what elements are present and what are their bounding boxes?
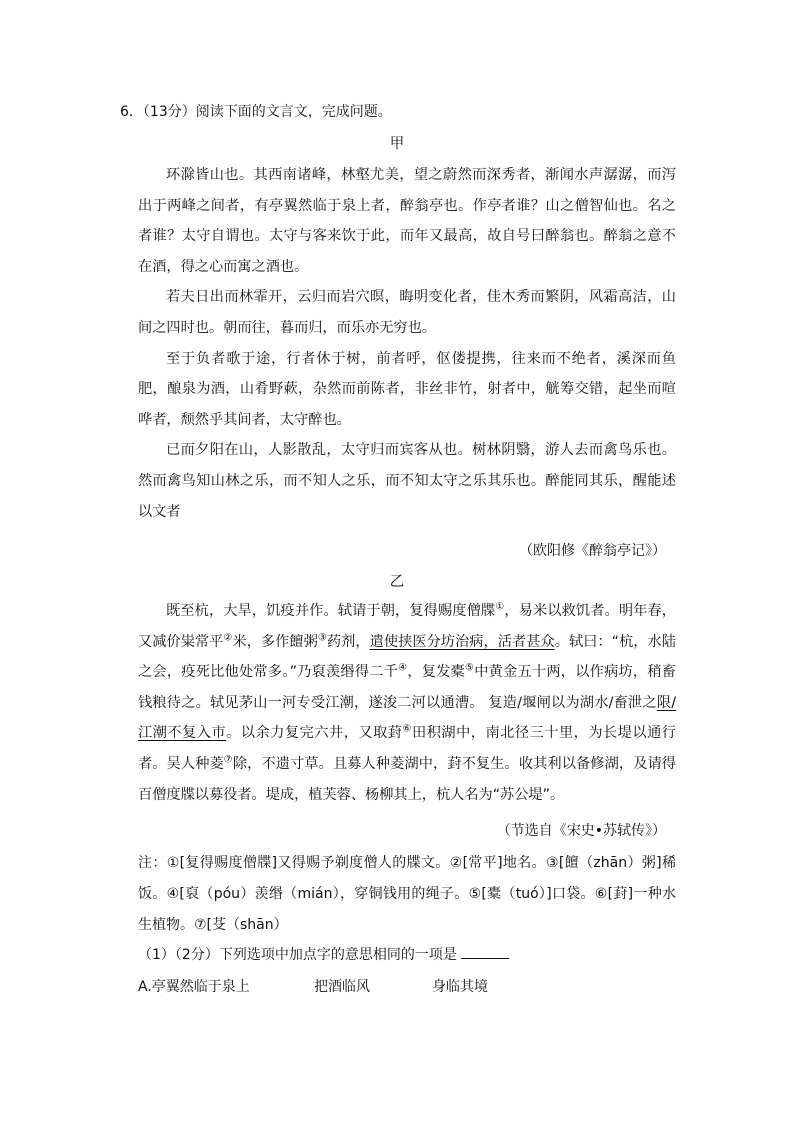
footnote-marker: ② xyxy=(223,631,233,643)
passage-jia xyxy=(138,160,676,527)
options-row xyxy=(138,972,488,1002)
text-segment: 。轼曰：“杭，水陆之会，疫死比他处常多。”乃裒羡缗得二千 xyxy=(138,633,676,681)
passage-paragraph: 环滁皆山也。其西南诸峰，林壑尤美，望之蔚然而深秀者，渐闻水声潺潺，而泻出于两峰之间者，有亭翼然临于泉上者，醉翁亭也。作亭者谁？山之僧智仙也。名之者谁？太守自谓也。太守与客来饮于此，而年又最高，故自号曰醉翁也。醉翁之意不在酒，得之心而寓之酒也。 xyxy=(138,167,676,275)
passage-paragraph xyxy=(138,596,676,810)
option-item: 身临其境 xyxy=(432,979,488,995)
text-segment: 药剂， xyxy=(326,633,370,650)
footnote-marker: ③ xyxy=(317,631,327,643)
sub-question-1 xyxy=(138,941,509,969)
passage-paragraph: 已而夕阳在山，人影散乱，太守归而宾客从也。树林阴翳，游人去而禽鸟乐也。然而禽鸟知山林之乐，而不知人之乐，而不知太守之乐其乐也。醉能同其乐，醒能述以文者 xyxy=(138,442,676,520)
footnote-marker: ⑥ xyxy=(402,723,412,735)
option-item: A.亭翼然临于泉上 xyxy=(138,979,250,995)
text-segment: 田积湖中，南北径三十里，为长堤以通行者。吴人种菱 xyxy=(138,725,676,772)
footnote-marker: ⑤ xyxy=(465,662,475,674)
answer-blank[interactable] xyxy=(461,944,509,959)
annotation-notes xyxy=(138,848,676,941)
text-segment: 米，多作饘粥 xyxy=(232,633,318,650)
footnote-marker: ④ xyxy=(398,662,408,674)
passage-paragraph: 至于负者歌于途，行者休于树，前者呼，伛偻提携，往来而不绝者，溪深而鱼肥，酿泉为酒，山肴野蔌，杂然而前陈者，非丝非竹，射者中，觥筹交错，起坐而喧哗者，颓然乎其间者，太守醉也。 xyxy=(138,350,676,428)
underlined-sentence: 限/江潮不复入市 xyxy=(138,694,676,742)
question-header: 6．（13分）阅读下面的文言文，完成问题。 xyxy=(120,104,392,120)
text-segment: 除，不遗寸草。且募人种菱湖中，葑不复生。收其利以备修湖，及请得百僧度牒以募役者。堤成，植芙蓉、杨柳其上，杭人名为“苏公堤”。 xyxy=(138,755,676,803)
text-segment: 既至杭，大旱，饥疫并作。轼请于朝，复得赐度僧牒 xyxy=(166,603,496,619)
passage-yi-title: 乙 xyxy=(389,574,405,590)
passage-yi-source: （节选自《宋史•苏轼传》） xyxy=(496,823,666,839)
footnote-marker: ⑦ xyxy=(223,754,233,766)
text-segment: ，复发橐 xyxy=(407,664,466,681)
text-segment: ，易米以救饥者。明年春，又减价粜常平 xyxy=(138,603,676,650)
passage-jia-title: 甲 xyxy=(389,136,405,152)
text-segment: 中黄金五十两，以作病坊，稍畜钱粮待之。轼见茅山一河专受江潮，遂浚二河以通漕。 复造/堰闸以为湖水/畜泄之 xyxy=(138,664,676,711)
notes-text: 注：①[复得赐度僧牒]又得赐予剃度僧人的牒文。②[常平]地名。③[饘（zhān）粥]稀饭。④[裒（póu）羡缗（mián），穿铜钱用的绳子。⑤[橐（tuó）]口袋。⑥[葑]一种水生植物。⑦[芟（shān） xyxy=(138,855,676,933)
option-item: 把酒临风 xyxy=(314,979,370,995)
underlined-sentence: 遣使挟医分坊治病，活者甚众 xyxy=(369,633,555,650)
text-segment: 。以余力复完六井，又取葑 xyxy=(226,725,403,742)
passage-jia-source: （欧阳修《醉翁亭记》） xyxy=(519,543,666,559)
passage-yi xyxy=(138,596,676,810)
passage-paragraph: 若夫日出而林霏开，云归而岩穴暝，晦明变化者，佳木秀而繁阴，风霜高洁，山间之四时也。朝而往，暮而归，而乐亦无穷也。 xyxy=(138,289,676,336)
sub-question-text: （1）（2分）下列选项中加点字的意思相同的一项是 xyxy=(138,947,457,963)
footnote-marker: ① xyxy=(495,601,505,613)
